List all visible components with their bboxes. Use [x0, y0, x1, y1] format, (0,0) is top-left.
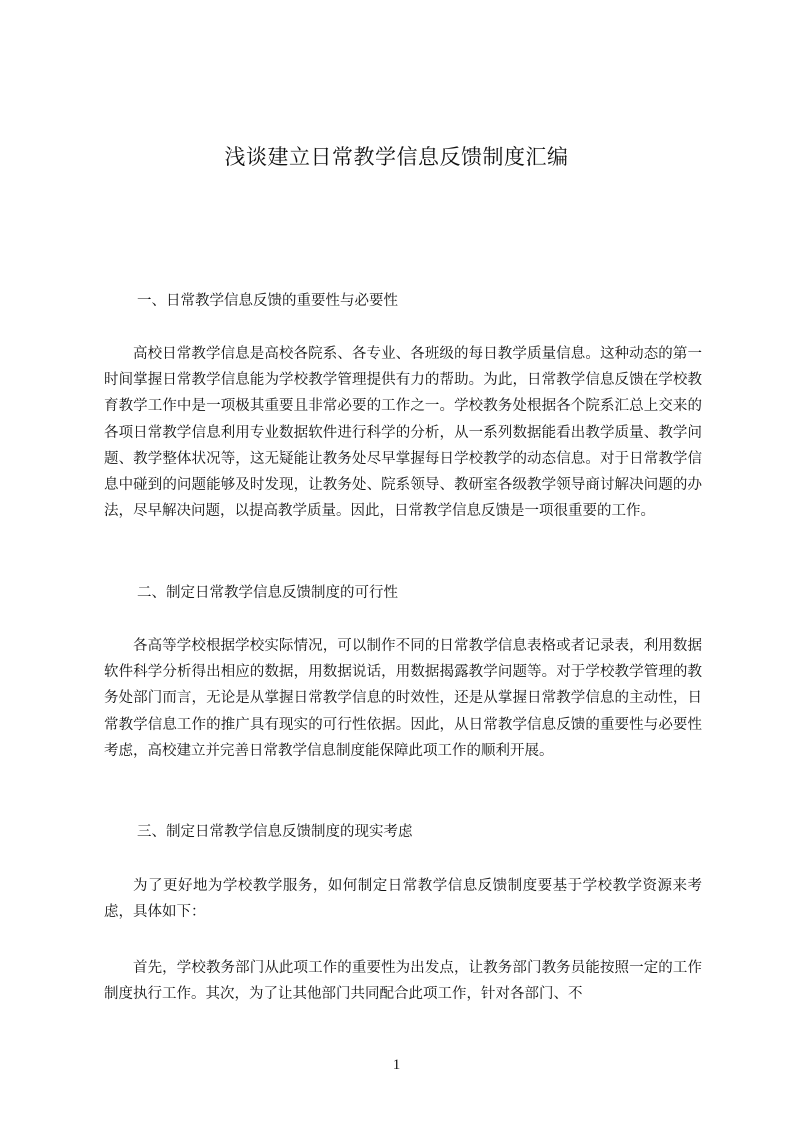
- section-1-paragraph-1: 高校日常教学信息是高校各院系、各专业、各班级的每日教学质量信息。这种动态的第一时间掌握日常教学信息能为学校教学管理提供有力的帮助。为此，日常教学信息反馈在学校教育教学工作中是一项极其重要且非常必要的工作之一。学校教务处根据各个院系汇总上交来的各项日常教学信息利用专业数据软件进行科学的分析，从一系列数据能看出教学质量、教学问题、教学整体状况等，这无疑能让教务处尽早掌握每日学校教学的动态信息。对于日常教学信息中碰到的问题能够及时发现，让教务处、院系领导、教研室各级教学领导商讨解决问题的办法，尽早解决问题，以提高教学质量。因此，日常教学信息反馈是一项很重要的工作。: [104, 346, 702, 520]
- section-3-paragraph-1: 为了更好地为学校教学服务，如何制定日常教学信息反馈制度要基于学校教学资源来考虑，具体如下：: [104, 878, 702, 921]
- page-number: 1: [392, 1057, 401, 1073]
- section-heading-3: 三、制定日常教学信息反馈制度的现实考虑: [137, 824, 413, 840]
- section-2-paragraph-1: 各高等学校根据学校实际情况，可以制作不同的日常教学信息表格或者记录表，利用数据软件科学分析得出相应的数据，用数据说话，用数据揭露教学问题等。对于学校教学管理的教务处部门而言，无论是从掌握日常教学信息的时效性，还是从掌握日常教学信息的主动性，日常教学信息工作的推广具有现实的可行性依据。因此，从日常教学信息反馈的重要性与必要性考虑，高校建立并完善日常教学信息制度能保障此项工作的顺利开展。: [104, 638, 702, 759]
- section-heading-1: 一、日常教学信息反馈的重要性与必要性: [137, 293, 398, 309]
- section-3-paragraph-2: 首先，学校教务部门从此项工作的重要性为出发点，让教务部门教务员能按照一定的工作制度执行工作。其次，为了让其他部门共同配合此项工作，针对各部门、不: [104, 960, 702, 1003]
- section-heading-2: 二、制定日常教学信息反馈制度的可行性: [137, 585, 398, 601]
- document-title: 浅谈建立日常教学信息反馈制度汇编: [224, 145, 569, 169]
